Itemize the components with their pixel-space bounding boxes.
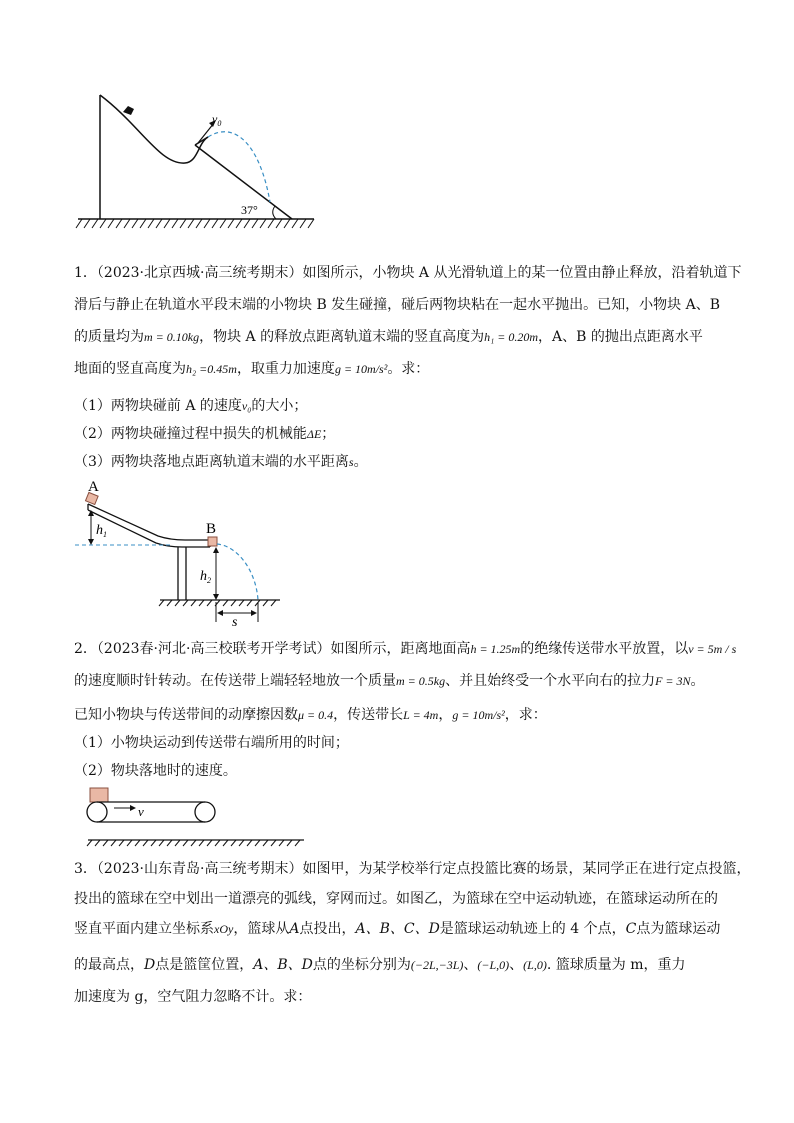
p1-q3-end: 。 — [353, 454, 368, 470]
projectile-dashed — [217, 544, 258, 600]
p2-text-a2: 的绝缘传送带水平放置，以 — [520, 641, 689, 657]
p3-text-c5: 点为篮球运动 — [636, 921, 721, 937]
p1-g: g = 10m/s² — [334, 362, 388, 376]
p1-source: （2023·北京西城·高三统考期末） — [96, 265, 303, 281]
label-v: v — [138, 804, 144, 819]
p1-h2: h₂ =0.45m — [186, 362, 237, 376]
p2-g: g = 10m/s² — [452, 708, 505, 722]
p3-line-2 — [74, 888, 718, 908]
p1-text-c2: ，物块 A 的释放点距离轨道末端的竖直高度为 — [199, 329, 485, 345]
p3-point-a: A — [289, 921, 300, 937]
p2-text-c2: ，传送带长 — [333, 707, 404, 723]
p3-coord: xOy — [214, 922, 234, 936]
p1-q1-text: （1）两物块碰前 A 的速度 — [74, 398, 242, 414]
p1-text-c1: 的质量均为 — [74, 329, 144, 345]
p2-text-b2: 、并且始终受一个水平向右的拉力 — [445, 673, 656, 689]
p1-line-2 — [74, 294, 720, 314]
p1-mass: m = 0.10kg — [144, 330, 200, 344]
p2-speed: v = 5m / s — [688, 642, 737, 656]
v0-arrow — [198, 123, 214, 143]
p1-q3-var: s — [348, 455, 354, 469]
p2-force: F = 3N — [655, 674, 691, 688]
left-roller — [87, 802, 107, 822]
angle-arc — [273, 206, 276, 219]
p2-height: h = 1.25m — [470, 642, 521, 656]
p3-text-d4: . 篮球质量为 m，重力 — [546, 957, 686, 973]
p3-text-c3: 点投出， — [299, 921, 356, 937]
p3-points: A、B、C、D — [355, 921, 440, 937]
p3-text-c2: ，篮球从 — [233, 921, 290, 937]
p3-text-b: 投出的篮球在空中划出一道漂亮的弧线，穿网而过。如图乙，为篮球在空中运动轨迹，在篮球运动所在的 — [74, 891, 718, 907]
trajectory-dashed — [208, 132, 270, 202]
p1-question-1 — [74, 395, 307, 415]
p2-text-c3: ， — [438, 707, 453, 723]
p1-question-3 — [74, 451, 368, 471]
figure-1-track-slope — [70, 85, 320, 235]
p3-text-c4: 是篮球运动轨迹上的 4 个点， — [439, 921, 626, 937]
h2-arrowhead-down-icon — [213, 594, 219, 600]
p1-text-d1: 地面的竖直高度为 — [74, 361, 186, 377]
p1-q1-var: v₀ — [241, 399, 252, 413]
figure-2-ramp-platform — [70, 476, 300, 626]
p1-line-1 — [74, 262, 741, 282]
p3-number: 3． — [74, 861, 97, 877]
p2-text-b3: 。 — [690, 673, 705, 689]
block-icon — [123, 106, 134, 115]
p2-line-3 — [74, 704, 547, 724]
p2-number: 2． — [74, 641, 97, 657]
p1-q1-end: 的大小； — [251, 398, 308, 414]
p3-text-c1: 竖直平面内建立坐标系 — [74, 921, 214, 937]
label-b: B — [206, 521, 217, 537]
v-arrowhead-icon — [130, 805, 136, 811]
p1-h1: h₁ = 0.20m — [484, 330, 539, 344]
p1-q2-var: ΔE — [306, 427, 322, 441]
p3-text-d2: 点是篮筐位置， — [155, 957, 254, 973]
p3-coord-a: (−2L,−3L) — [410, 958, 464, 972]
ramp-lower — [88, 510, 210, 547]
p1-text-c3: ，A、B 的抛出点距离水平 — [538, 329, 703, 345]
h1-arrowhead-down-icon — [88, 539, 94, 545]
p1-question-2 — [74, 423, 335, 443]
p3-text-d3: 点的坐标分别为 — [312, 957, 411, 973]
p1-line-4 — [74, 358, 429, 378]
p1-line-3 — [74, 326, 703, 346]
p3-line-1 — [74, 858, 750, 878]
p3-line-5 — [74, 986, 311, 1006]
h2-arrowhead-up-icon — [213, 547, 219, 553]
p2-source: （2023春·河北·高三校联考开学考试） — [96, 641, 331, 657]
label-h2: $h_2$ — [200, 569, 211, 585]
p1-text-a: 如图所示，小物块 A 从光滑轨道上的某一位置由静止释放，沿着轨道下 — [302, 265, 742, 281]
v0-label: $v_0$ — [212, 112, 222, 128]
p3-coord-d: (L,0) — [523, 958, 547, 972]
p3-sep-2: 、 — [509, 957, 524, 973]
p1-text-d2: ，取重力加速度 — [236, 361, 335, 377]
p2-text-c4: ，求： — [504, 707, 547, 723]
p1-text-b: 滑后与静止在轨道水平段末端的小物块 B 发生碰撞，碰后两物块粘在一起水平抛出。已知，小物块 A、B — [74, 297, 721, 313]
p3-sep-1: 、 — [463, 957, 478, 973]
p3-point-c: C — [625, 921, 637, 937]
p2-line-2 — [74, 670, 705, 690]
p3-coord-b: (−L,0) — [477, 958, 510, 972]
p3-source: （2023·山东青岛·高三统考期末） — [96, 861, 303, 877]
label-s: s — [232, 615, 238, 626]
angle-label: 37° — [241, 203, 258, 217]
p2-question-1: （1）小物块运动到传送带右端所用的时间； — [74, 735, 349, 751]
block-b — [208, 537, 217, 546]
p3-points-2: A、B、D — [253, 957, 313, 973]
p2-question-2: （2）物块落地时的速度。 — [74, 763, 237, 779]
curved-track — [100, 95, 208, 163]
p2-mass: m = 0.5kg — [396, 674, 446, 688]
p3-text-e: 加速度为 g，空气阻力忽略不计。求： — [74, 989, 312, 1005]
p3-text-a: 如图甲，为某学校举行定点投篮比赛的场景，某同学正在进行定点投篮， — [302, 861, 751, 877]
p1-q3-text: （3）两物块落地点距离轨道末端的水平距离 — [74, 454, 349, 470]
p1-q2-text: （2）两物块碰撞过程中损失的机械能 — [74, 426, 307, 442]
p2-length: L = 4m — [403, 708, 439, 722]
p3-line-3 — [74, 918, 720, 938]
p2-text-a1: 如图所示，距离地面高 — [330, 641, 471, 657]
p3-line-4 — [74, 954, 685, 974]
right-roller — [195, 802, 215, 822]
ground-hatch-3 — [87, 840, 300, 846]
p1-text-d3: 。求： — [387, 361, 430, 377]
figure-3-conveyor — [74, 784, 314, 854]
p2-line-1 — [74, 638, 736, 658]
p2-text-b1: 的速度顺时针转动。在传送带上端轻轻地放一个质量 — [74, 673, 396, 689]
block-on-belt — [90, 788, 108, 802]
p3-point-d: D — [144, 957, 156, 973]
p2-text-c1: 已知小物块与传送带间的动摩擦因数 — [74, 707, 298, 723]
p1-q2-end: ； — [321, 426, 336, 442]
s-arrowhead-left-icon — [217, 610, 223, 616]
p3-text-d1: 的最高点， — [74, 957, 144, 973]
p1-number: 1． — [74, 265, 97, 281]
s-arrowhead-right-icon — [251, 610, 257, 616]
p2-mu: μ = 0.4 — [298, 708, 334, 722]
label-a: A — [88, 479, 99, 495]
ground-hatch — [76, 219, 314, 228]
label-h1: $h_1$ — [96, 523, 107, 539]
